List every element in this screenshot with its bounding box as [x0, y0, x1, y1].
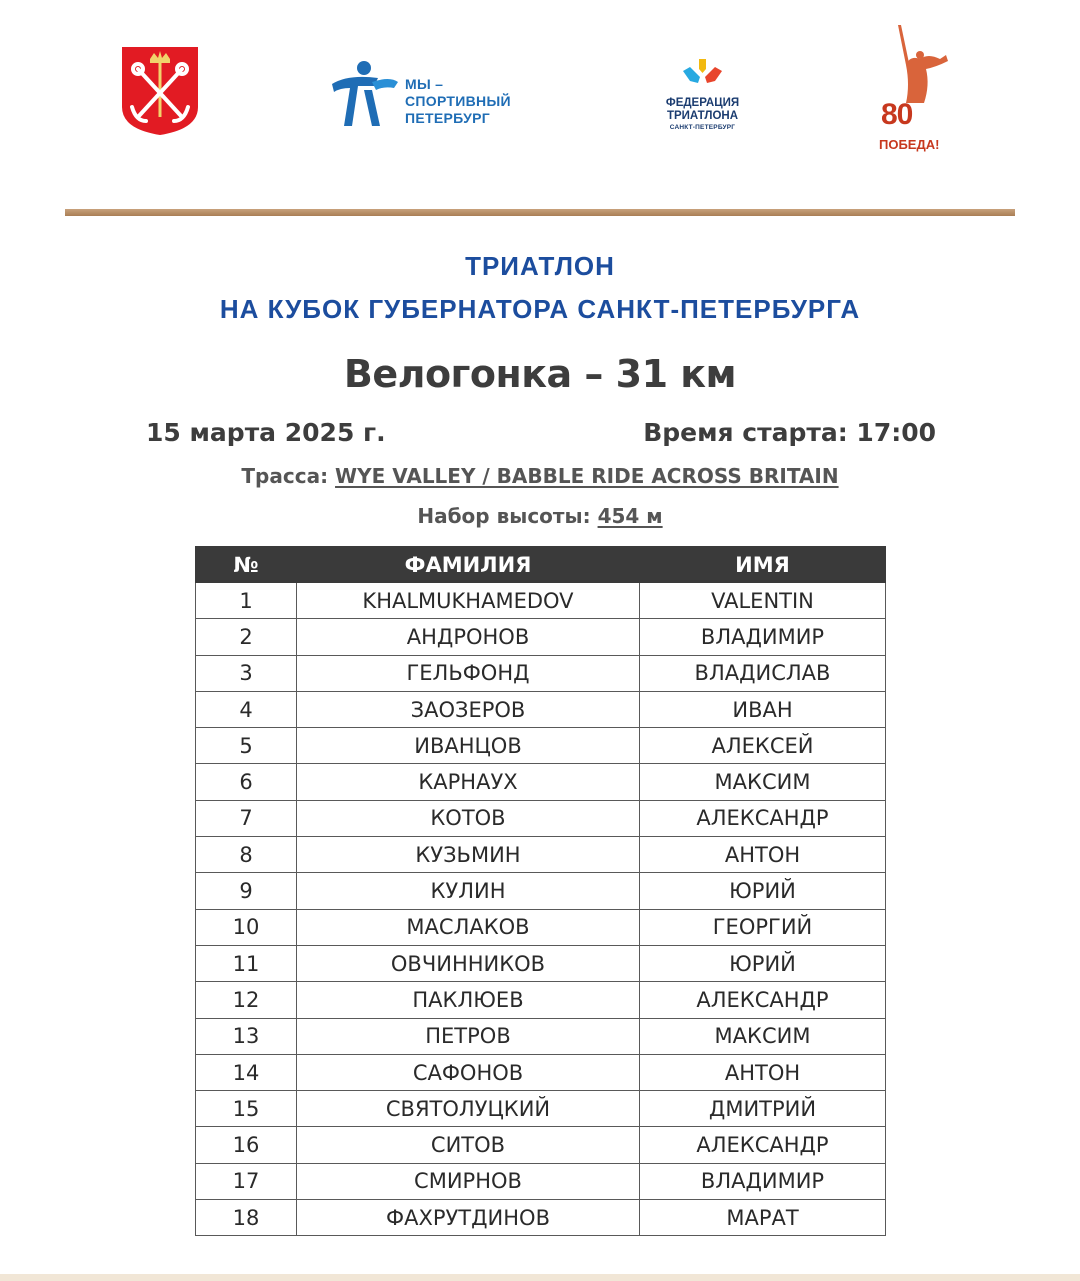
- cell-number: 14: [196, 1054, 297, 1090]
- cell-number: 2: [196, 619, 297, 655]
- cell-last-name: АНДРОНОВ: [297, 619, 640, 655]
- table-row: [196, 764, 886, 800]
- cell-first-name: VALENTIN: [640, 583, 886, 619]
- elevation-info: [0, 504, 1080, 528]
- header-last-name: ФАМИЛИЯ: [297, 547, 640, 583]
- cell-number: 18: [196, 1200, 297, 1236]
- cell-first-name: АНТОН: [640, 1054, 886, 1090]
- cell-first-name: ВЛАДИМИР: [640, 619, 886, 655]
- victory-80-logo: [876, 25, 950, 157]
- table-row: [196, 945, 886, 981]
- route-info: [0, 464, 1080, 488]
- cell-first-name: МАРАТ: [640, 1200, 886, 1236]
- cell-last-name: ОВЧИННИКОВ: [297, 945, 640, 981]
- cell-number: 7: [196, 800, 297, 836]
- table-row: [196, 583, 886, 619]
- route-label: Трасса:: [241, 464, 329, 488]
- cell-last-name: ПЕТРОВ: [297, 1018, 640, 1054]
- elevation-value: 454 м: [597, 504, 663, 528]
- cell-first-name: ЮРИЙ: [640, 873, 886, 909]
- cell-first-name: АЛЕКСЕЙ: [640, 728, 886, 764]
- cell-first-name: ЮРИЙ: [640, 945, 886, 981]
- table-row: [196, 1054, 886, 1090]
- cell-last-name: КУЗЬМИН: [297, 837, 640, 873]
- cell-first-name: АЛЕКСАНДР: [640, 982, 886, 1018]
- event-name: Велогонка – 31 км: [343, 352, 737, 396]
- msp-line-2: СПОРТИВНЫЙ: [405, 93, 511, 109]
- table-row: [196, 873, 886, 909]
- header-first-name: ИМЯ: [640, 547, 886, 583]
- cell-last-name: КУЛИН: [297, 873, 640, 909]
- spb-coat-of-arms-icon: [120, 45, 200, 137]
- cell-first-name: АНТОН: [640, 837, 886, 873]
- fed-line-1: ФЕДЕРАЦИЯ: [665, 97, 740, 109]
- cell-number: 12: [196, 982, 297, 1018]
- table-row: [196, 909, 886, 945]
- cell-first-name: ГЕОРГИЙ: [640, 909, 886, 945]
- table-row: [196, 619, 886, 655]
- victory-number: 80: [881, 98, 913, 131]
- cell-number: 16: [196, 1127, 297, 1163]
- cell-number: 1: [196, 583, 297, 619]
- msp-logo-text: [405, 76, 511, 127]
- cell-number: 8: [196, 837, 297, 873]
- cell-number: 15: [196, 1091, 297, 1127]
- cell-first-name: ВЛАДИСЛАВ: [640, 655, 886, 691]
- cell-first-name: ИВАН: [640, 691, 886, 727]
- motherland-statue-icon: [876, 25, 950, 105]
- cell-number: 4: [196, 691, 297, 727]
- page-title: ТРИАТЛОН: [465, 251, 615, 281]
- table-header-row: [196, 547, 886, 583]
- header-divider: [65, 209, 1015, 216]
- cell-last-name: ФАХРУТДИНОВ: [297, 1200, 640, 1236]
- cell-number: 3: [196, 655, 297, 691]
- runner-logo-icon: [328, 60, 400, 132]
- table-row: [196, 655, 886, 691]
- cell-last-name: KHALMUKHAMEDOV: [297, 583, 640, 619]
- fed-line-2: ТРИАТЛОНА: [666, 110, 739, 122]
- msp-line-1: МЫ –: [405, 76, 444, 92]
- page-subtitle: НА КУБОК ГУБЕРНАТОРА САНКТ-ПЕТЕРБУРГА: [219, 294, 861, 324]
- table-body: [196, 583, 886, 1236]
- table-row: [196, 800, 886, 836]
- cell-last-name: СМИРНОВ: [297, 1163, 640, 1199]
- cell-first-name: АЛЕКСАНДР: [640, 800, 886, 836]
- cell-first-name: МАКСИМ: [640, 764, 886, 800]
- cell-last-name: ЗАОЗЕРОВ: [297, 691, 640, 727]
- cell-last-name: КАРНАУХ: [297, 764, 640, 800]
- cell-number: 5: [196, 728, 297, 764]
- cell-number: 11: [196, 945, 297, 981]
- cell-number: 6: [196, 764, 297, 800]
- sporting-petersburg-logo: [328, 60, 538, 132]
- victory-text: ПОБЕДА!: [879, 137, 940, 152]
- event-date: 15 марта 2025 г.: [146, 418, 386, 447]
- cell-last-name: СВЯТОЛУЦКИЙ: [297, 1091, 640, 1127]
- cell-first-name: ВЛАДИМИР: [640, 1163, 886, 1199]
- route-value: WYE VALLEY / BABBLE RIDE ACROSS BRITAIN: [335, 464, 839, 488]
- federation-logo-text: [650, 97, 755, 132]
- table-row: [196, 982, 886, 1018]
- cell-number: 13: [196, 1018, 297, 1054]
- cell-last-name: ГЕЛЬФОНД: [297, 655, 640, 691]
- cell-first-name: ДМИТРИЙ: [640, 1091, 886, 1127]
- elevation-label: Набор высоты:: [417, 504, 591, 528]
- table-row: [196, 691, 886, 727]
- table-row: [196, 1200, 886, 1236]
- cell-first-name: АЛЕКСАНДР: [640, 1127, 886, 1163]
- table-row: [196, 1091, 886, 1127]
- header-number: №: [196, 547, 297, 583]
- triathlon-emblem-icon: [650, 55, 755, 95]
- cell-last-name: МАСЛАКОВ: [297, 909, 640, 945]
- cell-last-name: ПАКЛЮЕВ: [297, 982, 640, 1018]
- cell-last-name: САФОНОВ: [297, 1054, 640, 1090]
- table-row: [196, 728, 886, 764]
- cell-first-name: МАКСИМ: [640, 1018, 886, 1054]
- start-time: Время старта: 17:00: [643, 418, 936, 447]
- msp-line-3: ПЕТЕРБУРГ: [405, 110, 491, 126]
- cell-number: 17: [196, 1163, 297, 1199]
- table-row: [196, 837, 886, 873]
- cell-number: 10: [196, 909, 297, 945]
- cell-number: 9: [196, 873, 297, 909]
- bottom-border: [0, 1274, 1080, 1281]
- table-row: [196, 1018, 886, 1054]
- cell-last-name: ИВАНЦОВ: [297, 728, 640, 764]
- triathlon-federation-logo: [650, 55, 755, 140]
- table-row: [196, 1127, 886, 1163]
- cell-last-name: КОТОВ: [297, 800, 640, 836]
- participants-table: [195, 546, 886, 1236]
- table-row: [196, 1163, 886, 1199]
- fed-line-3: САНКТ-ПЕТЕРБУРГ: [669, 124, 736, 131]
- cell-last-name: СИТОВ: [297, 1127, 640, 1163]
